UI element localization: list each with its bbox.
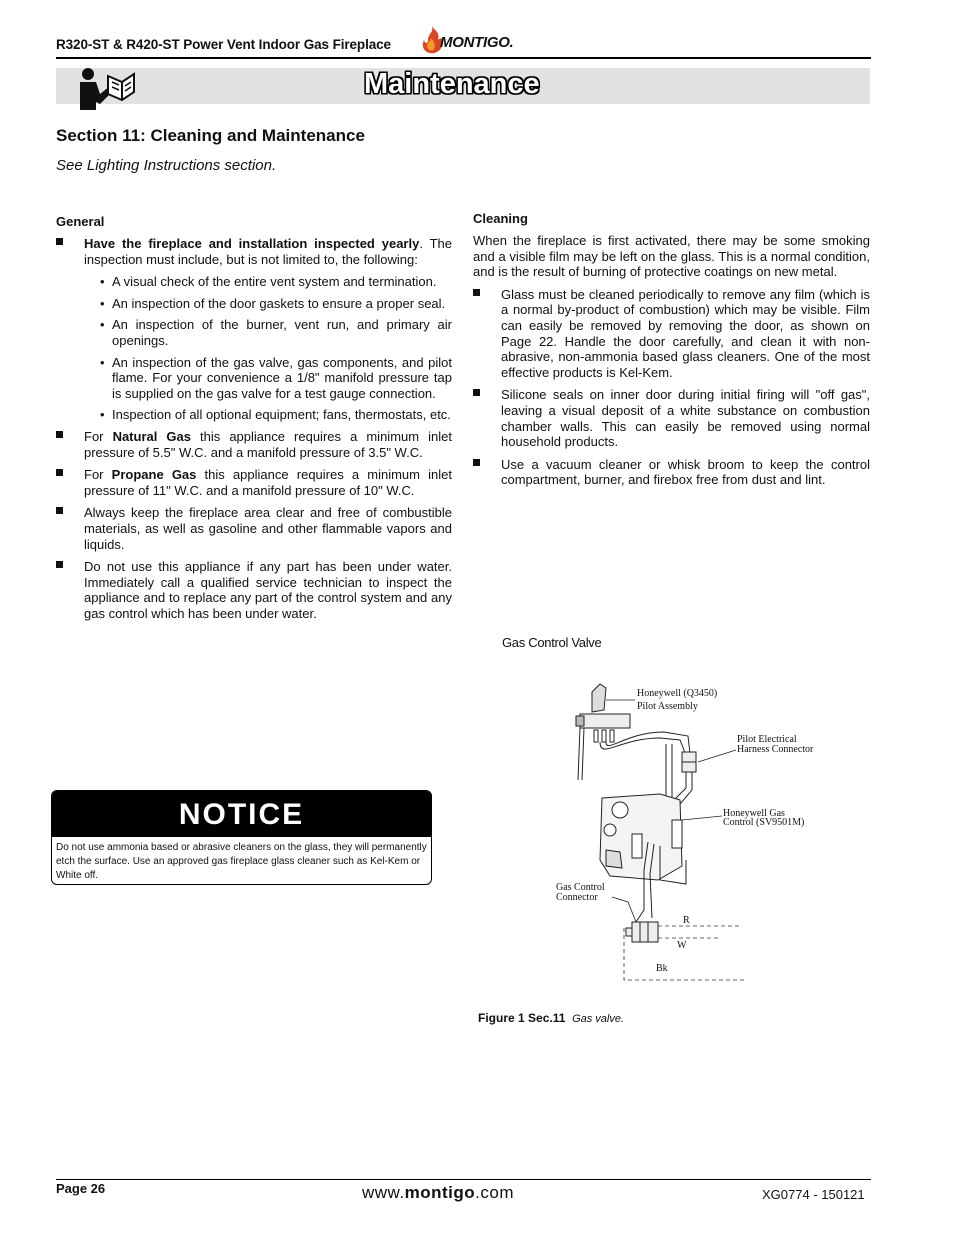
pilot-label-line2: Pilot Assembly: [637, 701, 698, 712]
header-rule: [56, 57, 871, 59]
item-text: this appliance requires a minimum inlet pressure of 11" W.C. and a manifold pressure of 10" W.C.: [84, 467, 452, 498]
sub-item-text: An inspection of the door gaskets to ensure a proper seal.: [112, 295, 446, 311]
bullet-icon: [56, 238, 63, 245]
control-label-line1: Honeywell Gas: [723, 808, 785, 819]
harness-label-line1: Pilot Electrical: [737, 734, 797, 745]
page-title: Maintenance: [364, 68, 540, 100]
footer-rule: [56, 1179, 871, 1180]
notice-text: Do not use ammonia based or abrasive cleaners on the glass, they will permanently etch the surface. Use an approved gas fireplace glass cleaner such as Kel-Kem or White off.: [56, 842, 427, 881]
bullet-icon: [56, 469, 63, 476]
bullet-icon: [56, 431, 63, 438]
logo-wordmark: MONTIGO.: [440, 34, 514, 51]
gas-control-connector: [626, 922, 658, 942]
page-number: Page 26: [56, 1181, 106, 1196]
item-text: Silicone seals on inner door during initial firing will "off gas", leaving a visual deposit of a white substance on combustion chamber walls. This can easily be removed using normal household products.: [501, 387, 870, 450]
list-item: [56, 559, 452, 621]
sub-item-text: An inspection of the burner, vent run, and primary air openings.: [112, 317, 452, 348]
list-item: [473, 457, 870, 488]
list-item: [56, 505, 452, 552]
section-subheading: See Lighting Instructions section.: [56, 157, 277, 174]
footer-url[interactable]: [362, 1183, 514, 1203]
figure-title: Gas Control Valve: [502, 635, 602, 650]
bullet-icon: [56, 561, 63, 568]
gas-control-body: [600, 794, 682, 880]
montigo-logo: [418, 24, 518, 56]
gas-valve-diagram: [540, 670, 840, 990]
figure-caption-text: Gas valve.: [572, 1013, 625, 1025]
sub-item-text: Inspection of all optional equipment; fans, thermostats, etc.: [112, 407, 451, 423]
cleaning-heading: Cleaning: [473, 211, 528, 226]
reader-manual-icon: [74, 66, 138, 110]
item-text: For: [84, 428, 113, 444]
sub-item-text: A visual check of the entire vent system and termination.: [112, 274, 437, 290]
cleaning-column: [473, 233, 870, 495]
pilot-label-line1: Honeywell (Q3450): [637, 688, 718, 699]
item-text: For: [84, 467, 112, 483]
harness-connector: [682, 752, 696, 772]
item-text: Glass must be cleaned periodically to remove any film (which is a normal by-product of combustion) which may be visible. Film can easily be removed by removing the door, as shown on Page 22. Handle the door carefully, and clean it with non-abrasive, non-ammonia based glass cleaners. One of the most effective products is Kel-Kem.: [501, 286, 870, 380]
notice-title: NOTICE: [52, 791, 431, 837]
sub-list-item: • An inspection of the gas valve, gas components, and pilot flame. For your convenience a 1/8" manifold pressure tap is supplied on the gas valve for a test gauge connection.: [100, 354, 452, 401]
figure-caption-label: Figure 1 Sec.11: [478, 1011, 566, 1025]
harness-label-line2: Harness Connector: [737, 744, 814, 755]
connector-label-line2: Connector: [556, 892, 598, 903]
general-heading: General: [56, 214, 105, 229]
list-item: [473, 287, 870, 381]
control-label-line2: Control (SV9501M): [723, 817, 805, 828]
list-item: [56, 429, 452, 460]
url-brand: montigo: [404, 1183, 476, 1202]
connector-label-line1: Gas Control: [556, 882, 605, 893]
cleaning-intro: When the fireplace is first activated, there may be some smoking and a visible film may be left on the glass. This is a normal condition, and is the result of burning of protective coatings on new metal.: [473, 233, 870, 280]
figure-caption: [478, 1011, 624, 1025]
notice-box: [51, 790, 432, 885]
item-bold: Propane Gas: [111, 467, 197, 483]
url-prefix: www.: [362, 1183, 405, 1202]
item-text: . The inspection must include, but is not limited to, the following:: [84, 236, 453, 267]
item-text: Do not use this appliance if any part has been under water. Immediately call a qualified service technician to inspect the appliance and to replace any part of the control system and any gas control which has been under water.: [84, 559, 452, 621]
sub-list-item: • An inspection of the door gaskets to ensure a proper seal.: [100, 295, 446, 311]
document-code: XG0774 - 150121: [762, 1187, 865, 1202]
bullet-icon: [473, 289, 480, 296]
wire-w-label: W: [677, 940, 687, 951]
sub-list-item: • Inspection of all optional equipment; fans, thermostats, etc.: [100, 407, 451, 423]
sub-item-text: An inspection of the gas valve, gas components, and pilot flame. For your convenience a 1/8" manifold pressure tap is supplied on the gas valve for a test gauge connection.: [112, 354, 452, 401]
bullet-icon: [473, 389, 480, 396]
general-column: [56, 236, 452, 628]
list-item: [473, 387, 870, 449]
section-heading: Section 11: Cleaning and Maintenance: [56, 126, 365, 145]
list-item: [56, 236, 452, 267]
wire-r-label: R: [683, 915, 690, 926]
document-title: R320-ST & R420-ST Power Vent Indoor Gas Fireplace: [56, 37, 391, 52]
item-text: Use a vacuum cleaner or whisk broom to keep the control compartment, burner, and firebox free from dust and lint.: [501, 456, 870, 488]
url-suffix: .com: [475, 1183, 515, 1202]
item-text: Always keep the fireplace area clear and free of combustible materials, as well as gasoline and other flammable vapors and liquids.: [84, 505, 452, 552]
sub-list-item: • An inspection of the burner, vent run, and primary air openings.: [100, 317, 452, 348]
item-bold: Natural Gas: [112, 428, 191, 444]
item-text: this appliance requires a minimum inlet pressure of 5.5" W.C. and a manifold pressure of 3.5" W.C.: [84, 428, 452, 460]
bullet-icon: [473, 459, 480, 466]
item-bold: Have the fireplace and installation inspected yearly: [84, 236, 420, 251]
sub-list-item: • A visual check of the entire vent system and termination.: [100, 274, 437, 290]
list-item: [56, 467, 452, 498]
wire-bk-label: Bk: [656, 963, 668, 974]
bullet-icon: [56, 507, 63, 514]
